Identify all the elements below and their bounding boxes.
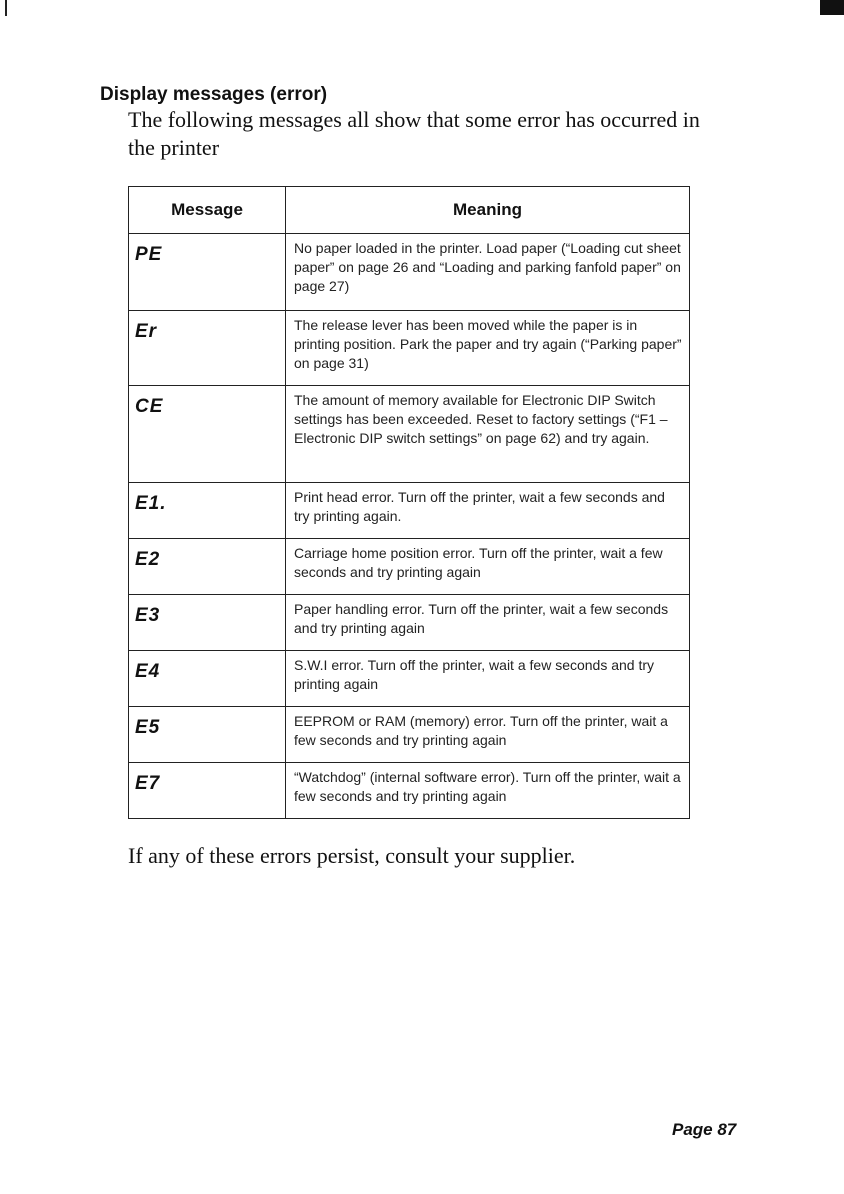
table-row: [129, 539, 690, 595]
footer-note: If any of these errors persist, consult your supplier.: [128, 843, 576, 868]
error-code: E7: [129, 763, 286, 819]
error-code: E5: [129, 707, 286, 763]
error-code: Er: [129, 311, 286, 386]
error-code: E4: [129, 651, 286, 707]
intro-paragraph: The following messages all show that some error has occurred in the printer: [128, 107, 700, 160]
error-meaning: “Watchdog” (internal software error). Turn off the printer, wait a few seconds and try printing again: [286, 763, 690, 819]
table-row: [129, 763, 690, 819]
error-meaning: No paper loaded in the printer. Load paper (“Loading cut sheet paper” on page 26 and “Loading and parking fanfold paper” on page 27): [286, 234, 690, 311]
page-number: Page 87: [672, 1120, 737, 1139]
table-row: [129, 707, 690, 763]
table-row: [129, 311, 690, 386]
error-meaning: S.W.I error. Turn off the printer, wait a few seconds and try printing again: [286, 651, 690, 707]
error-meaning: Paper handling error. Turn off the printer, wait a few seconds and try printing again: [286, 595, 690, 651]
error-meaning: The amount of memory available for Electronic DIP Switch settings has been exceeded. Reset to factory settings (“F1 – Electronic DIP switch settings” on page 62) and try again.: [286, 386, 690, 483]
table-row: [129, 386, 690, 483]
error-code: E2: [129, 539, 286, 595]
section-heading: Display messages (error): [100, 84, 328, 105]
error-meaning: Print head error. Turn off the printer, wait a few seconds and try printing again.: [286, 483, 690, 539]
header-message: Message: [129, 187, 286, 234]
error-meaning: EEPROM or RAM (memory) error. Turn off the printer, wait a few seconds and try printing again: [286, 707, 690, 763]
error-code: PE: [129, 234, 286, 311]
table-row: [129, 483, 690, 539]
table-row: [129, 234, 690, 311]
table-row: [129, 595, 690, 651]
error-code: E1.: [129, 483, 286, 539]
header-meaning: Meaning: [286, 187, 690, 234]
table-row: [129, 651, 690, 707]
table-header-row: [129, 187, 690, 234]
error-code: E3: [129, 595, 286, 651]
error-meaning: Carriage home position error. Turn off the printer, wait a few seconds and try printing again: [286, 539, 690, 595]
thumb-tab-mark: [820, 0, 844, 15]
error-code: CE: [129, 386, 286, 483]
scan-mark: [5, 0, 7, 16]
error-messages-table: [128, 186, 690, 819]
error-meaning: The release lever has been moved while the paper is in printing position. Park the paper and try again (“Parking paper” on page 31): [286, 311, 690, 386]
